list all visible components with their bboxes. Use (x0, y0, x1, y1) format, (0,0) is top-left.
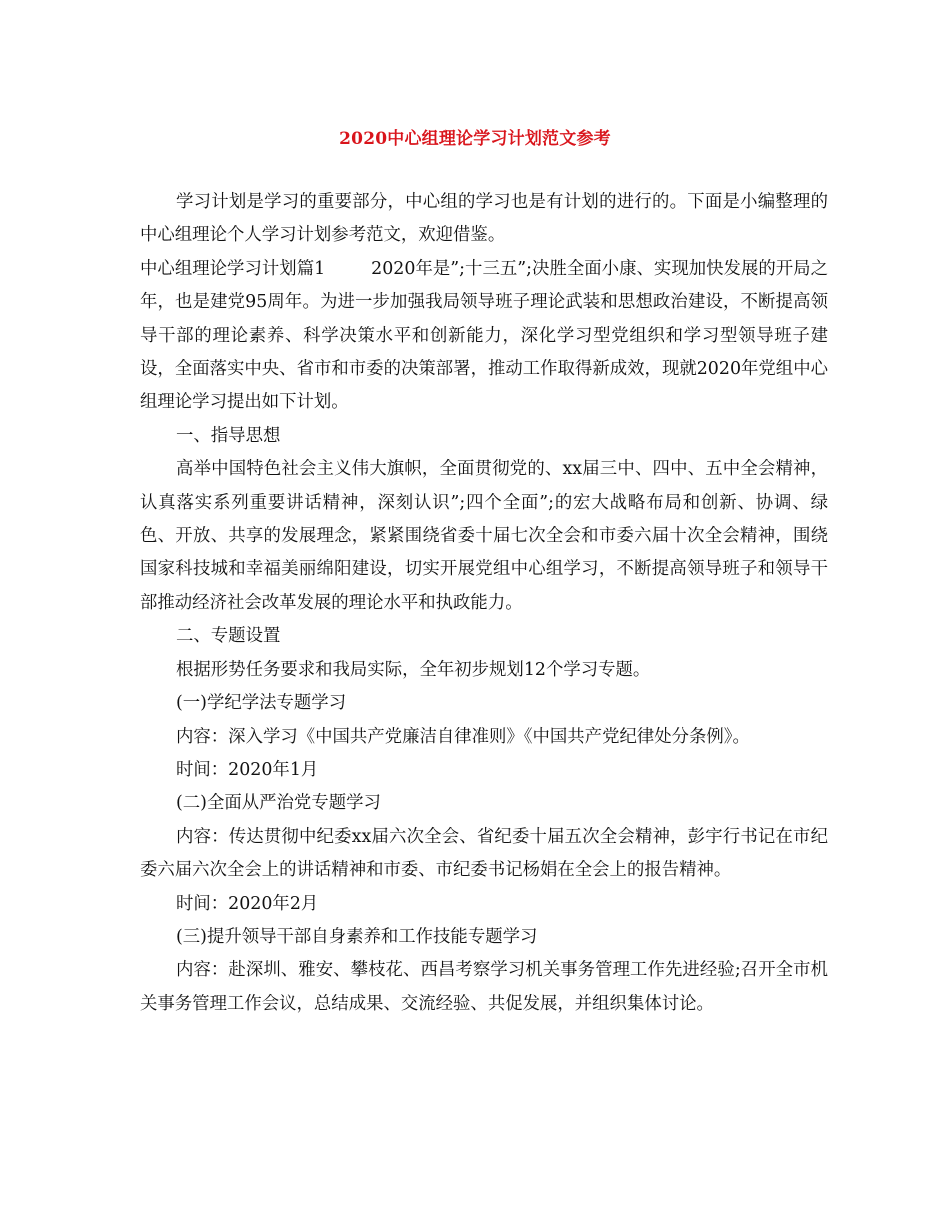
section-2-body: 根据形势任务要求和我局实际，全年初步规划12个学习专题。 (176, 659, 651, 680)
document-title: 2020中心组理论学习计划范文参考 (339, 129, 611, 149)
topic-3-content: 内容：赴深圳、雅安、攀枝花、西昌考察学习机关事务管理工作先进经验;召开全市机关事务管理工作会议，总结成果、交流经验、共促发展，并组织集体讨论。 (140, 960, 828, 1014)
section-1-heading: 一、指导思想 (176, 425, 281, 446)
section-2-heading: 二、专题设置 (176, 626, 281, 647)
topic-1-heading: (一)学纪学法专题学习 (176, 693, 347, 714)
plan-1-body: 2020年是”;十三五”;决胜全面小康、实现加快发展的开局之年，也是建党95周年。为进一步加强我局领导班子理论武装和思想政治建设，不断提高领导干部的理论素养、科学决策水平和创新能力，深化学习型党组织和学习型领导班子建设，全面落实中央、省市和市委的决策部署，推动工作取得新成效，现就2020年党组中心组理论学习提出如下计划。 (140, 258, 828, 413)
intro-paragraph: 学习计划是学习的重要部分，中心组的学习也是有计划的进行的。下面是小编整理的中心组理论个人学习计划参考范文，欢迎借鉴。 (140, 192, 828, 246)
topic-1-time: 时间：2020年1月 (176, 759, 319, 780)
topic-1-content: 内容：深入学习《中国共产党廉洁自律准则》《中国共产党纪律处分条例》。 (176, 726, 750, 747)
section-1-body: 高举中国特色社会主义伟大旗帜，全面贯彻党的、xx届三中、四中、五中全会精神，认真落实系列重要讲话精神，深刻认识”;四个全面”;的宏大战略布局和创新、协调、绿色、开放、共享的发展理念，紧紧围绕省委十届七次全会和市委六届十次全会精神，围绕国家科技城和幸福美丽绵阳建设，切实开展党组中心组学习，不断提高领导班子和领导干部推动经济社会改革发展的理论水平和执政能力。 (140, 459, 828, 613)
topic-2-content: 内容：传达贯彻中纪委xx届六次全会、省纪委十届五次全会精神，彭宇行书记在市纪委六届六次全会上的讲话精神和市委、市纪委书记杨娟在全会上的报告精神。 (140, 826, 828, 881)
document-body (140, 186, 828, 1021)
topic-2-heading: (二)全面从严治党专题学习 (176, 793, 381, 814)
topic-3-heading: (三)提升领导干部自身素养和工作技能专题学习 (176, 926, 538, 947)
plan-1-heading: 中心组理论学习计划篇1 (140, 258, 326, 279)
plan-1-paragraph (140, 253, 828, 420)
topic-2-time: 时间：2020年2月 (176, 893, 319, 914)
